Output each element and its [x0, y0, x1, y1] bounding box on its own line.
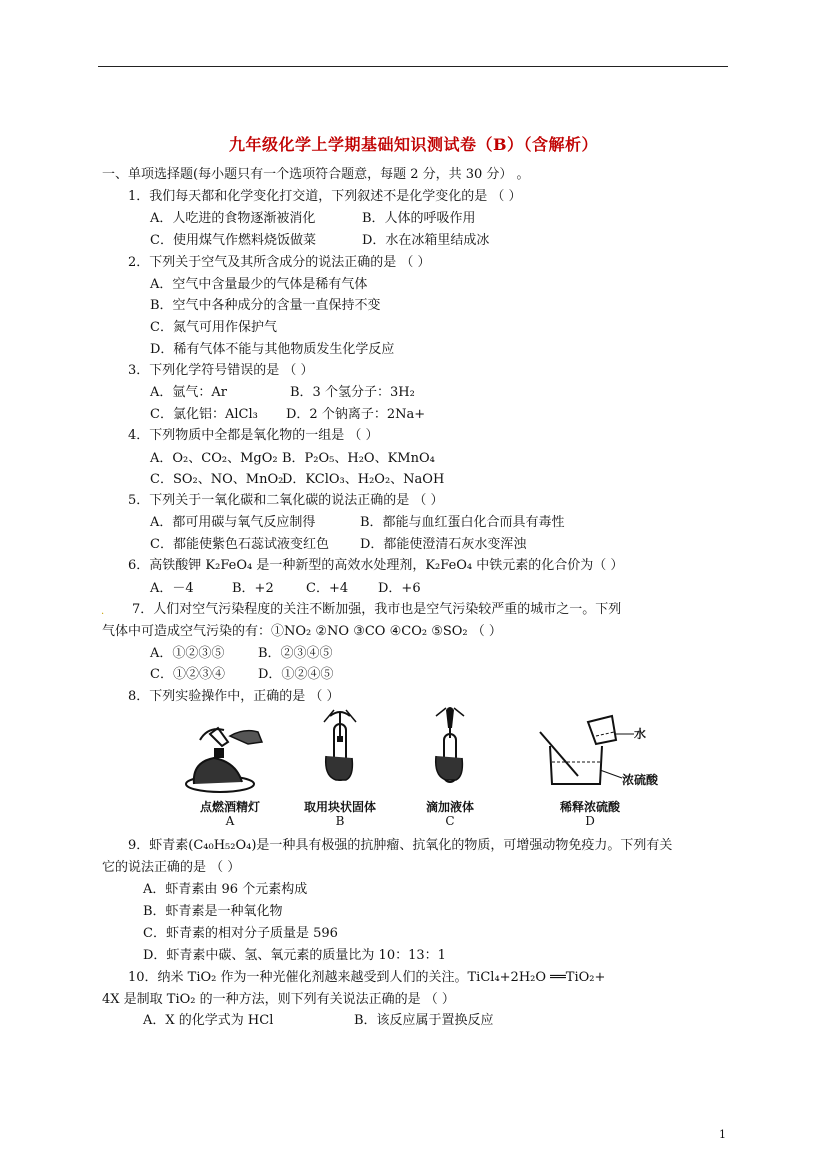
- q6-option-a: A．－4: [150, 581, 194, 596]
- q9-option-b: B．虾青素是一种氧化物: [143, 904, 283, 919]
- q9-option-c: C．虾青素的相对分子质量是 596: [143, 926, 338, 941]
- q1-option-b: B．人体的呼吸作用: [362, 211, 476, 226]
- figure-c-caption: 滴加液体: [425, 800, 474, 814]
- q7-option-d: D．①②④⑤: [258, 667, 334, 682]
- q2-option-b: B．空气中各种成分的含量一直保持不变: [150, 298, 381, 313]
- figure-d: [530, 706, 659, 831]
- q4-option-c: C．SO₂、NO、MnO₂: [150, 472, 284, 487]
- q3-option-a: A．氩气：Ar: [150, 385, 227, 400]
- q10-stem-continued: 4X 是制取 TiO₂ 的一种方法，则下列有关说法正确的是 （ ）: [102, 992, 455, 1007]
- q1-option-d: D．水在冰箱里结成冰: [362, 233, 490, 248]
- stray-dot-mark: .: [101, 606, 105, 617]
- q7-stem: 7．人们对空气污染程度的关注不断加强，我市也是空气污染较严重的城市之一。下列: [132, 602, 622, 617]
- q5-option-c: C．都能使紫色石蕊试液变红色: [150, 537, 329, 552]
- solid-sampling-illustration: [280, 706, 400, 798]
- q3-stem: 3．下列化学符号错误的是 （ ）: [128, 363, 314, 378]
- dropper-illustration: [390, 706, 510, 798]
- figure-d-letter: D: [585, 814, 595, 828]
- figure-a: [170, 706, 290, 831]
- water-label: 水: [634, 727, 647, 741]
- figure-b: [280, 706, 400, 831]
- figure-c-letter: C: [445, 814, 455, 828]
- q4-option-a: A．O₂、CO₂、MgO₂: [150, 451, 278, 466]
- figure-a-letter: A: [225, 814, 235, 828]
- q3-option-c: C．氯化铝：AlCl₃: [150, 407, 258, 422]
- q6-option-d: D．+6: [378, 581, 421, 596]
- q7-option-b: B．②③④⑤: [258, 646, 333, 661]
- section-heading: 一、单项选择题(每小题只有一个选项符合题意，每题 2 分，共 30 分） 。: [102, 167, 530, 182]
- q4-stem: 4．下列物质中全都是氧化物的一组是 （ ）: [128, 428, 379, 443]
- q2-option-a: A．空气中含量最少的气体是稀有气体: [150, 277, 368, 292]
- figure-b-caption: 取用块状固体: [303, 800, 376, 814]
- figure-a-caption: 点燃酒精灯: [199, 800, 260, 814]
- q2-stem: 2．下列关于空气及其所含成分的说法正确的是 （ ）: [128, 255, 431, 270]
- q6-option-b: B．+2: [232, 581, 274, 596]
- q9-option-a: A．虾青素由 96 个元素构成: [143, 882, 308, 897]
- q6-stem: 6．高铁酸钾 K₂FeO₄ 是一种新型的高效水处理剂，K₂FeO₄ 中铁元素的化合价为（ ）: [128, 558, 624, 573]
- figure-b-letter: B: [335, 814, 345, 828]
- q5-option-b: B．都能与血红蛋白化合而具有毒性: [360, 515, 565, 530]
- figure-d-caption: 稀释浓硫酸: [559, 800, 620, 814]
- q8-figures: [170, 706, 670, 831]
- q1-option-c: C．使用煤气作燃料烧饭做菜: [150, 233, 316, 248]
- q4-option-b: B．P₂O₅、H₂O、KMnO₄: [282, 451, 435, 466]
- sulfuric-acid-label: 浓硫酸: [622, 773, 659, 787]
- q7-option-a: A．①②③⑤: [150, 646, 225, 661]
- q8-stem: 8．下列实验操作中，正确的是 （ ）: [128, 689, 340, 704]
- q7-option-c: C．①②③④: [150, 667, 225, 682]
- q7-stem-continued: 气体中可造成空气污染的有：①NO₂ ②NO ③CO ④CO₂ ⑤SO₂ （ ）: [102, 624, 502, 639]
- q9-stem: 9．虾青素(C₄₀H₅₂O₄)是一种具有极强的抗肿瘤、抗氧化的物质，可增强动物免疫力。下列有关: [128, 838, 673, 853]
- alcohol-lamp-illustration: [170, 706, 290, 798]
- q1-stem: 1．我们每天都和化学变化打交道，下列叙述不是化学变化的是 （ ）: [128, 189, 522, 204]
- page-number: 1: [719, 1128, 726, 1141]
- header-rule: [98, 66, 728, 67]
- q3-option-b: B．3 个氢分子：3H₂: [290, 385, 415, 400]
- figure-c: [390, 706, 510, 831]
- q2-option-d: D．稀有气体不能与其他物质发生化学反应: [150, 342, 395, 357]
- q5-stem: 5．下列关于一氧化碳和二氧化碳的说法正确的是 （ ）: [128, 493, 444, 508]
- q4-option-d: D．KClO₃、H₂O₂、NaOH: [282, 472, 445, 487]
- q10-stem: 10．纳米 TiO₂ 作为一种光催化剂越来越受到人们的关注。TiCl₄+2H₂O ══TiO₂+: [128, 970, 606, 985]
- q5-option-a: A．都可用碳与氧气反应制得: [150, 515, 316, 530]
- q2-option-c: C．氮气可用作保护气: [150, 320, 277, 335]
- q6-option-c: C．+4: [306, 581, 349, 596]
- q9-stem-continued: 它的说法正确的是 （ ）: [102, 860, 241, 875]
- q10-option-b: B．该反应属于置换反应: [354, 1013, 494, 1028]
- q9-option-d: D．虾青素中碳、氢、氧元素的质量比为 10：13：1: [143, 948, 446, 963]
- q10-option-a: A．X 的化学式为 HCl: [143, 1013, 274, 1028]
- q5-option-d: D．都能使澄清石灰水变浑浊: [360, 537, 527, 552]
- q1-option-a: A．人吃进的食物逐渐被消化: [150, 211, 316, 226]
- q3-option-d: D．2 个钠离子：2Na+: [286, 407, 426, 422]
- page-title: 九年级化学上学期基础知识测试卷（B）（含解析）: [228, 135, 599, 154]
